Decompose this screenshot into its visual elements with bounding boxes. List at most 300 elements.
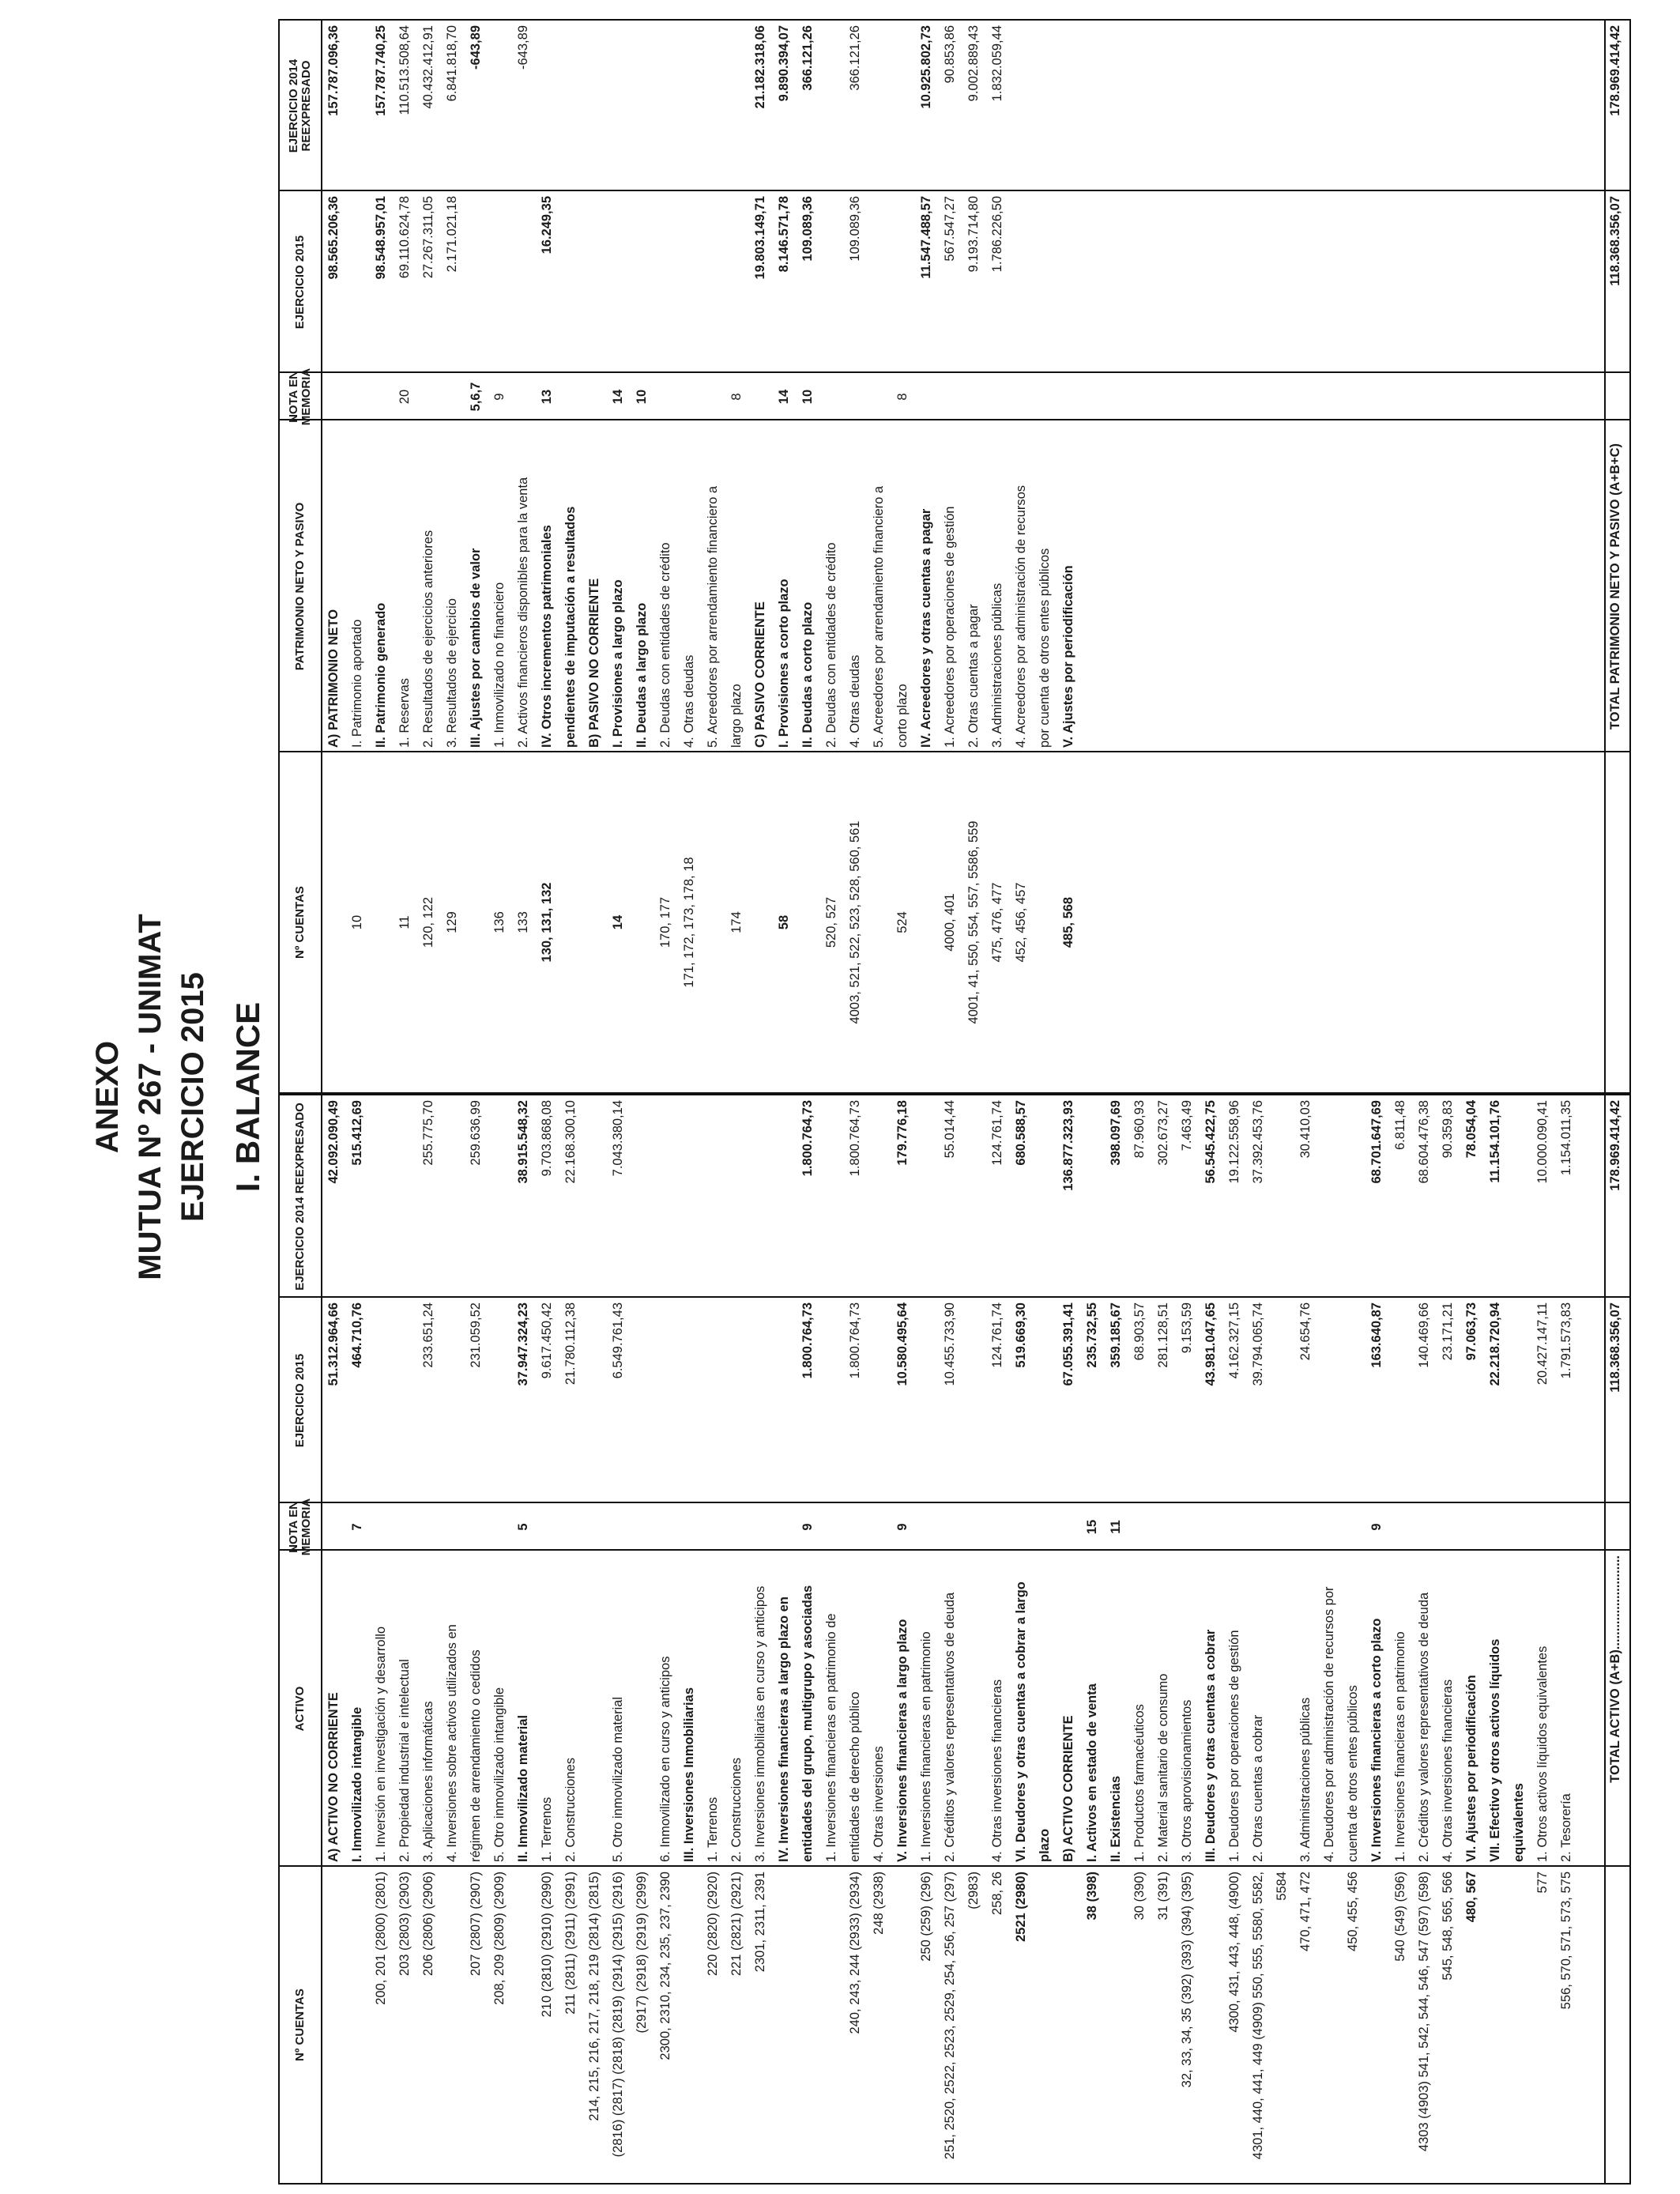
memo-note: 20 bbox=[397, 389, 412, 405]
value-2015: 20.427.147,11 bbox=[1535, 1302, 1550, 1385]
value-2015: 10.455.733,90 bbox=[943, 1302, 957, 1386]
table-row bbox=[1440, 1095, 1456, 2183]
row-label: 4. Deudores por administración de recursos por bbox=[1322, 1586, 1336, 1862]
table-row bbox=[397, 21, 412, 1092]
value-2014: 56.545.422,75 bbox=[1203, 1100, 1218, 1184]
value-2015: 24.654,76 bbox=[1298, 1302, 1313, 1361]
value-2015: 21.780.112,38 bbox=[563, 1302, 578, 1385]
account-numbers: 120, 122 bbox=[421, 896, 435, 948]
table-row bbox=[942, 21, 958, 1092]
account-numbers: 14 bbox=[611, 914, 625, 930]
row-label: 1. Inversiones financieras en patrimonio bbox=[1393, 1631, 1407, 1862]
table-row bbox=[1274, 1095, 1290, 2183]
table-row bbox=[1084, 1095, 1100, 2183]
row-label: 2. Otras cuentas a pagar bbox=[966, 604, 981, 748]
row-label: 3. Administraciones públicas bbox=[1298, 1697, 1313, 1862]
row-label: I. Inmovilizado intangible bbox=[350, 1706, 364, 1862]
table-row bbox=[634, 21, 650, 1092]
account-numbers: 58 bbox=[777, 914, 791, 930]
account-numbers: 5584 bbox=[1275, 1872, 1289, 1901]
table-row bbox=[752, 1095, 768, 2183]
total-2015: 118.368.356,07 bbox=[1608, 1302, 1622, 1393]
row-label: 4. Otras inversiones financieras bbox=[1441, 1679, 1455, 1862]
table-row bbox=[1369, 1095, 1384, 2183]
row-label: 1. Deudores por operaciones de gestión bbox=[1227, 1630, 1241, 1862]
table-row bbox=[1416, 1095, 1432, 2183]
account-numbers: 207 (2807) (2907) bbox=[469, 1872, 483, 1977]
table-row bbox=[966, 21, 981, 1092]
memo-note: 10 bbox=[635, 389, 649, 405]
row-label: 5. Otro inmovilizado intangible bbox=[492, 1687, 507, 1862]
total-2014: 178.969.414,42 bbox=[1608, 1100, 1622, 1191]
account-numbers: 221 (2821) (2921) bbox=[729, 1872, 744, 1977]
table-row bbox=[800, 1095, 816, 2183]
account-numbers: 545, 548, 565, 566 bbox=[1441, 1872, 1455, 1981]
value-2015: 231.059,52 bbox=[469, 1302, 483, 1368]
total-row bbox=[1607, 1095, 1623, 2183]
memo-note: 5,6,7 bbox=[469, 382, 483, 412]
account-numbers: 4003, 521, 522, 523, 528, 560, 561 bbox=[848, 820, 862, 1024]
account-numbers: 200, 201 (2800) (2801) bbox=[374, 1872, 388, 2005]
value-2014: 38.915.548,32 bbox=[516, 1100, 530, 1184]
row-label: pendientes de imputación a resultados bbox=[563, 506, 578, 748]
row-label: III. Inversiones Inmobiliarias bbox=[682, 1687, 696, 1862]
account-numbers: 31 (391) bbox=[1156, 1872, 1170, 1921]
value-2015: 163.640,87 bbox=[1369, 1302, 1384, 1368]
value-2015: 67.055.391,41 bbox=[1061, 1302, 1075, 1386]
account-numbers: 251, 2520, 2522, 2523, 2529, 254, 256, 257 (297) bbox=[943, 1872, 957, 2160]
account-numbers: 248 (2938) bbox=[872, 1872, 886, 1935]
value-2015: 68.903,57 bbox=[1132, 1302, 1147, 1361]
value-2014: 9.002.889,43 bbox=[966, 25, 981, 102]
table-row bbox=[420, 21, 436, 1092]
value-2014: 1.154.011,35 bbox=[1559, 1100, 1573, 1176]
table-row bbox=[1463, 1095, 1479, 2183]
table-row bbox=[871, 21, 887, 1092]
row-label: I. Provisiones a corto plazo bbox=[777, 579, 791, 748]
account-numbers: 210 (2810) (2910) (2990) bbox=[540, 1872, 554, 2018]
row-label: IV. Otros incrementos patrimoniales bbox=[540, 525, 554, 748]
row-label: 3. Administraciones públicas bbox=[990, 582, 1004, 748]
value-2014: 1.832.059,44 bbox=[990, 25, 1004, 102]
value-2015: 519.669,30 bbox=[1014, 1302, 1028, 1368]
annex-title: ANEXO bbox=[90, 1040, 125, 1154]
memo-note: 15 bbox=[1085, 1519, 1099, 1535]
column-header-nota: NOTA EN MEMORIA bbox=[287, 1498, 313, 1556]
entity-title: MUTUA Nº 267 - UNIMAT bbox=[133, 914, 168, 1280]
row-label: 5. Otro inmovilizado material bbox=[611, 1696, 625, 1862]
row-label: 4. Otras deudas bbox=[848, 654, 862, 748]
account-numbers: 170, 177 bbox=[658, 896, 672, 948]
value-2015: 4.162.327,15 bbox=[1227, 1302, 1241, 1379]
value-2015: 1.800.764,73 bbox=[800, 1302, 815, 1379]
row-label: entidades del grupo, multigrupo y asociadas bbox=[800, 1585, 815, 1862]
row-label: 2. Resultados de ejercicios anteriores bbox=[421, 530, 435, 748]
account-numbers: 136 bbox=[492, 911, 507, 933]
value-2014: 42.092.090,49 bbox=[326, 1100, 341, 1184]
account-numbers: 38 (398) bbox=[1085, 1872, 1099, 1921]
account-numbers: 485, 568 bbox=[1061, 896, 1075, 948]
account-numbers: 524 bbox=[895, 911, 910, 933]
row-label: 1. Inversiones financieras en patrimonio de bbox=[824, 1613, 838, 1862]
value-2014: 9.890.394,07 bbox=[777, 25, 791, 102]
total-divider bbox=[1604, 21, 1606, 1092]
row-label: B) ACTIVO CORRIENTE bbox=[1061, 1715, 1075, 1862]
table-row bbox=[610, 21, 626, 1092]
row-label: entidades de derecho público bbox=[848, 1691, 862, 1862]
value-2015: 98.565.206,36 bbox=[326, 196, 341, 280]
table-row bbox=[989, 21, 1005, 1092]
row-label: II. Deudas a corto plazo bbox=[800, 601, 815, 748]
account-numbers: 174 bbox=[729, 911, 744, 933]
table-row bbox=[326, 21, 341, 1092]
row-label: 3. Aplicaciones informáticas bbox=[421, 1701, 435, 1862]
value-2015: 22.218.720,94 bbox=[1488, 1302, 1502, 1386]
value-2014: 1.800.764,73 bbox=[800, 1100, 815, 1177]
account-numbers: 2301, 2311, 2391 bbox=[753, 1872, 767, 1973]
memo-note: 8 bbox=[895, 393, 910, 401]
value-2014: 90.853,86 bbox=[943, 25, 957, 84]
column-header-e2015: EJERCICIO 2015 bbox=[293, 1353, 307, 1448]
table-row bbox=[1298, 1095, 1313, 2183]
row-label: 1. Productos farmacéuticos bbox=[1132, 1704, 1147, 1862]
table-row bbox=[1179, 1095, 1195, 2183]
row-label: 1. Acreedores por operaciones de gestión bbox=[943, 506, 957, 748]
fiscal-year-title: EJERCICIO 2015 bbox=[175, 972, 210, 1222]
account-numbers: 206 (2806) (2906) bbox=[421, 1872, 435, 1977]
table-row bbox=[729, 21, 744, 1092]
table-row bbox=[1013, 21, 1029, 1092]
table-row bbox=[918, 1095, 934, 2183]
account-numbers: 450, 455, 456 bbox=[1346, 1872, 1360, 1951]
row-label: 3. Otros aprovisionamientos bbox=[1180, 1699, 1194, 1862]
value-2014: 366.121,26 bbox=[848, 25, 862, 91]
column-header-cuentas: Nº CUENTAS bbox=[293, 886, 307, 959]
row-label: V. Ajustes por periodificación bbox=[1061, 565, 1075, 748]
row-label: B) PASIVO NO CORRIENTE bbox=[587, 578, 601, 748]
row-label: I. Patrimonio aportado bbox=[350, 619, 364, 748]
row-label: 2. Tesorería bbox=[1559, 1793, 1573, 1862]
value-2014: 255.775,70 bbox=[421, 1100, 435, 1166]
row-label: VI. Deudores y otras cuentas a cobrar a largo bbox=[1014, 1581, 1028, 1862]
row-label: 5. Acreedores por arrendamiento financiero a bbox=[706, 485, 720, 748]
value-2015: 37.947.324,23 bbox=[516, 1302, 530, 1386]
table-row bbox=[681, 1095, 697, 2183]
table-row bbox=[1108, 1095, 1124, 2183]
value-2014: 157.787.740,25 bbox=[374, 25, 388, 116]
value-2015: 43.981.047,65 bbox=[1203, 1302, 1218, 1386]
table-row bbox=[1060, 1095, 1076, 2183]
row-label: IV. Inversiones financieras a largo plazo en bbox=[777, 1596, 791, 1862]
value-2015: 16.249,35 bbox=[540, 196, 554, 254]
row-label: V. Inversiones financieras a largo plazo bbox=[895, 1619, 910, 1862]
value-2014: 78.054,04 bbox=[1464, 1100, 1478, 1159]
row-label: 4. Otras inversiones financieras bbox=[990, 1679, 1004, 1862]
table-row bbox=[871, 1095, 887, 2183]
value-2014: 10.925.802,73 bbox=[919, 25, 933, 109]
account-numbers: 2300, 2310, 234, 235, 237, 2390 bbox=[658, 1872, 672, 2060]
value-2015: 2.171.021,18 bbox=[445, 196, 459, 273]
row-label: 4. Acreedores por administración de recursos bbox=[1014, 485, 1028, 748]
value-2015: 235.732,55 bbox=[1085, 1302, 1099, 1368]
row-label: I. Provisiones a largo plazo bbox=[611, 579, 625, 748]
account-numbers: 171, 172, 173, 178, 18 bbox=[682, 857, 696, 988]
activo-table bbox=[278, 1094, 1631, 2185]
value-2015: 69.110.624,78 bbox=[397, 196, 412, 279]
account-numbers: (2816) (2817) (2818) (2819) (2914) (2915) (2916) bbox=[611, 1872, 625, 2158]
value-2014: 136.877.323,93 bbox=[1061, 1100, 1075, 1191]
table-row bbox=[895, 21, 910, 1092]
value-2014: 19.122.558,96 bbox=[1227, 1100, 1241, 1184]
row-label: IV. Acreedores y otras cuentas a pagar bbox=[919, 508, 933, 748]
table-row bbox=[444, 21, 460, 1092]
column-header-e2015: EJERCICIO 2015 bbox=[293, 235, 307, 330]
memo-note: 14 bbox=[777, 389, 791, 405]
value-2014: 9.703.868,08 bbox=[540, 1100, 554, 1177]
account-numbers: 540 (549) (596) bbox=[1393, 1872, 1407, 1962]
account-numbers: 220 (2820) (2920) bbox=[706, 1872, 720, 1977]
column-header-concepto: PATRIMONIO NETO Y PASIVO bbox=[293, 502, 307, 671]
table-row bbox=[1487, 1095, 1503, 2183]
table-row bbox=[634, 1095, 650, 2183]
account-numbers: 240, 243, 244 (2933) (2934) bbox=[848, 1872, 862, 2034]
table-row bbox=[492, 21, 507, 1092]
value-2014: 680.588,57 bbox=[1014, 1100, 1028, 1166]
value-2014: 259.636,99 bbox=[469, 1100, 483, 1166]
total-row bbox=[1607, 21, 1623, 1092]
value-2014: 55.014,44 bbox=[943, 1100, 957, 1159]
value-2014: 90.359,83 bbox=[1441, 1100, 1455, 1159]
memo-note: 7 bbox=[350, 1523, 364, 1531]
account-numbers: 10 bbox=[350, 914, 364, 930]
table-row bbox=[1511, 1095, 1527, 2183]
table-row bbox=[657, 1095, 673, 2183]
value-2014: -643,89 bbox=[469, 25, 483, 70]
value-2015: 140.469,66 bbox=[1417, 1302, 1431, 1368]
value-2015: 281.128,51 bbox=[1156, 1302, 1170, 1368]
table-row bbox=[326, 1095, 341, 2183]
row-label: 1. Inversión en investigación y desarrollo bbox=[374, 1626, 388, 1862]
table-row bbox=[397, 1095, 412, 2183]
table-row bbox=[847, 21, 863, 1092]
table-row bbox=[515, 21, 531, 1092]
pasivo-table bbox=[278, 19, 1631, 1094]
table-row bbox=[1226, 1095, 1242, 2183]
account-numbers: 4000, 401 bbox=[943, 893, 957, 952]
account-numbers: 133 bbox=[516, 911, 530, 933]
account-numbers: 130, 131, 132 bbox=[540, 882, 554, 963]
account-numbers: 4303 (4903) 541, 542, 544, 546, 547 (597) (598) bbox=[1417, 1872, 1431, 2152]
value-2015: 359.185,67 bbox=[1109, 1302, 1123, 1368]
table-row bbox=[563, 1095, 578, 2183]
value-2015: 109.089,36 bbox=[800, 196, 815, 262]
value-2015: 464.710,76 bbox=[350, 1302, 364, 1368]
table-row bbox=[1558, 1095, 1574, 2183]
value-2015: 9.193.714,80 bbox=[966, 196, 981, 273]
row-label: V. Inversiones financieras a corto plazo bbox=[1369, 1618, 1384, 1862]
value-2014: 398.097,69 bbox=[1109, 1100, 1123, 1166]
table-row bbox=[586, 1095, 602, 2183]
value-2015: 1.791.573,83 bbox=[1559, 1302, 1573, 1379]
value-2015: 9.617.450,42 bbox=[540, 1302, 554, 1379]
table-row bbox=[729, 1095, 744, 2183]
table-row bbox=[373, 1095, 389, 2183]
table-row bbox=[1132, 1095, 1147, 2183]
row-label: III. Ajustes por cambios de valor bbox=[469, 548, 483, 748]
total-label: TOTAL ACTIVO (A+B).......................... bbox=[1608, 1555, 1622, 1783]
table-row bbox=[610, 1095, 626, 2183]
row-label: 2. Deudas con entidades de crédito bbox=[658, 542, 672, 748]
table-row bbox=[847, 1095, 863, 2183]
table-row bbox=[657, 21, 673, 1092]
table-row bbox=[918, 21, 934, 1092]
value-2014: 40.432.412,91 bbox=[421, 25, 435, 109]
row-label: 1. Inmovilizado no financiero bbox=[492, 582, 507, 748]
row-label: 2. Propiedad industrial e intelectual bbox=[397, 1659, 412, 1862]
account-numbers: 214, 215, 216, 217, 218, 219 (2814) (2815) bbox=[587, 1872, 601, 2121]
value-2015: 10.580.495,64 bbox=[895, 1302, 910, 1386]
row-label: II. Inmovilizado material bbox=[516, 1714, 530, 1862]
row-label: equivalentes bbox=[1512, 1783, 1526, 1862]
value-2015: 233.651,24 bbox=[421, 1302, 435, 1368]
value-2015: 9.153,59 bbox=[1180, 1302, 1194, 1354]
account-numbers: 520, 527 bbox=[824, 896, 838, 948]
table-row bbox=[515, 1095, 531, 2183]
account-numbers: 211 (2811) (2911) (2991) bbox=[563, 1872, 578, 2015]
column-header-e2014: EJERCICIO 2014 REEXPRESADO bbox=[293, 1103, 307, 1291]
table-row bbox=[705, 1095, 721, 2183]
table-row bbox=[468, 1095, 484, 2183]
column-header-cuentas: Nº CUENTAS bbox=[293, 1989, 307, 2061]
value-2014: 10.000.090,41 bbox=[1535, 1100, 1550, 1184]
row-label: A) ACTIVO NO CORRIENTE bbox=[326, 1692, 341, 1862]
total-divider bbox=[1604, 1095, 1606, 2183]
row-label: 1. Terrenos bbox=[540, 1796, 554, 1862]
value-2014: 110.513.508,64 bbox=[397, 25, 412, 115]
table-row bbox=[1013, 1095, 1029, 2183]
table-row bbox=[800, 21, 816, 1092]
total-2015: 118.368.356,07 bbox=[1608, 196, 1622, 286]
account-numbers: 2521 (2980) bbox=[1014, 1872, 1028, 1942]
table-row bbox=[1203, 1095, 1219, 2183]
memo-note: 9 bbox=[492, 393, 507, 401]
table-row bbox=[349, 1095, 365, 2183]
header-divider bbox=[321, 1095, 322, 2183]
value-2015: 567.547,27 bbox=[943, 196, 957, 262]
value-2014: 87.960,93 bbox=[1132, 1100, 1147, 1159]
memo-note: 9 bbox=[800, 1523, 815, 1531]
value-2014: 515.412,69 bbox=[350, 1100, 364, 1166]
value-2014: 302.673,27 bbox=[1156, 1100, 1170, 1166]
account-numbers: 250 (259) (296) bbox=[919, 1872, 933, 1962]
row-label: 2. Construcciones bbox=[729, 1757, 744, 1862]
value-2015: 98.548.957,01 bbox=[374, 196, 388, 280]
account-numbers: 129 bbox=[445, 911, 459, 933]
value-2015: 8.146.571,78 bbox=[777, 196, 791, 273]
row-label: VII. Efectivo y otros activos líquidos bbox=[1488, 1638, 1502, 1862]
value-2015: 39.794.065,74 bbox=[1251, 1302, 1265, 1386]
value-2015: 97.063,73 bbox=[1464, 1302, 1478, 1361]
table-row bbox=[776, 21, 792, 1092]
row-label: 1. Inversiones financieras en patrimonio bbox=[919, 1631, 933, 1862]
table-row bbox=[420, 1095, 436, 2183]
memo-note: 11 bbox=[1109, 1520, 1123, 1534]
table-row bbox=[539, 1095, 555, 2183]
row-label: 2. Otras cuentas a cobrar bbox=[1251, 1714, 1265, 1862]
value-2015: 27.267.311,05 bbox=[421, 196, 435, 279]
memo-note: 5 bbox=[516, 1523, 530, 1531]
value-2015: 6.549.761,43 bbox=[611, 1302, 625, 1379]
value-2014: 7.043.380,14 bbox=[611, 1100, 625, 1177]
value-2014: 366.121,26 bbox=[800, 25, 815, 91]
value-2014: -643,89 bbox=[516, 25, 530, 70]
total-label: TOTAL PATRIMONIO NETO Y PASIVO (A+B+C) bbox=[1608, 443, 1622, 730]
row-label: 4. Inversiones sobre activos utilizados en bbox=[445, 1624, 459, 1862]
account-numbers: 11 bbox=[397, 915, 412, 929]
row-label: por cuenta de otros entes públicos bbox=[1038, 548, 1052, 748]
table-row bbox=[1060, 21, 1076, 1092]
row-label: 4. Otras deudas bbox=[682, 654, 696, 748]
table-row bbox=[895, 1095, 910, 2183]
table-row bbox=[942, 1095, 958, 2183]
row-label: C) PASIVO CORRIENTE bbox=[753, 601, 767, 748]
row-label: 2. Créditos y valores representativos de deuda bbox=[943, 1592, 957, 1862]
value-2015: 1.800.764,73 bbox=[848, 1302, 862, 1379]
memo-note: 9 bbox=[895, 1523, 910, 1531]
value-2014: 37.392.453,76 bbox=[1251, 1100, 1265, 1184]
table-row bbox=[1535, 1095, 1550, 2183]
table-row bbox=[823, 21, 839, 1092]
row-label: III. Deudores y otras cuentas a cobrar bbox=[1203, 1629, 1218, 1862]
row-label: cuenta de otros entes públicos bbox=[1346, 1685, 1360, 1862]
table-row bbox=[1037, 1095, 1053, 2183]
value-2014: 1.800.764,73 bbox=[848, 1100, 862, 1177]
account-numbers: 4001, 41, 550, 554, 557, 5586, 559 bbox=[966, 820, 981, 1024]
table-row bbox=[1345, 1095, 1361, 2183]
column-header-nota: NOTA EN MEMORIA bbox=[287, 368, 313, 426]
table-row bbox=[1155, 1095, 1171, 2183]
row-label: 1. Reservas bbox=[397, 677, 412, 748]
row-label: 2. Deudas con entidades de crédito bbox=[824, 542, 838, 748]
table-row bbox=[444, 1095, 460, 2183]
row-label: 5. Acreedores por arrendamiento financiero a bbox=[872, 485, 886, 748]
row-label: 1. Terrenos bbox=[706, 1796, 720, 1862]
value-2015: 23.171,21 bbox=[1441, 1302, 1455, 1361]
value-2015: 19.803.149,71 bbox=[753, 196, 767, 280]
account-numbers: 258, 26 bbox=[990, 1872, 1004, 1916]
row-label: 4. Otras inversiones bbox=[872, 1746, 886, 1862]
account-numbers: 208, 209 (2809) (2909) bbox=[492, 1872, 507, 2005]
table-row bbox=[1321, 1095, 1337, 2183]
total-2014: 178.969.414,42 bbox=[1608, 25, 1622, 116]
value-2014: 157.787.096,36 bbox=[326, 25, 341, 116]
row-label: 3. Inversiones inmobiliarias en curso y anticipos bbox=[753, 1585, 767, 1862]
account-numbers: (2917) (2918) (2919) (2999) bbox=[635, 1872, 649, 2034]
value-2014: 179.776,18 bbox=[895, 1100, 910, 1166]
account-numbers: 470, 471, 472 bbox=[1298, 1872, 1313, 1951]
account-numbers: 452, 456, 457 bbox=[1014, 882, 1028, 963]
row-label: A) PATRIMONIO NETO bbox=[326, 609, 341, 748]
row-label: II. Patrimonio generado bbox=[374, 602, 388, 748]
row-label: 1. Otros activos líquidos equivalentes bbox=[1535, 1646, 1550, 1862]
table-row bbox=[776, 1095, 792, 2183]
account-numbers: 32, 33, 34, 35 (392) (393) (394) (395) bbox=[1180, 1872, 1194, 2088]
account-numbers: 4300, 431, 443, 448, (4900) bbox=[1227, 1872, 1241, 2033]
row-label: 3. Resultados de ejercicio bbox=[445, 598, 459, 748]
header-divider bbox=[321, 21, 322, 1092]
table-row bbox=[681, 21, 697, 1092]
row-label: largo plazo bbox=[729, 684, 744, 748]
